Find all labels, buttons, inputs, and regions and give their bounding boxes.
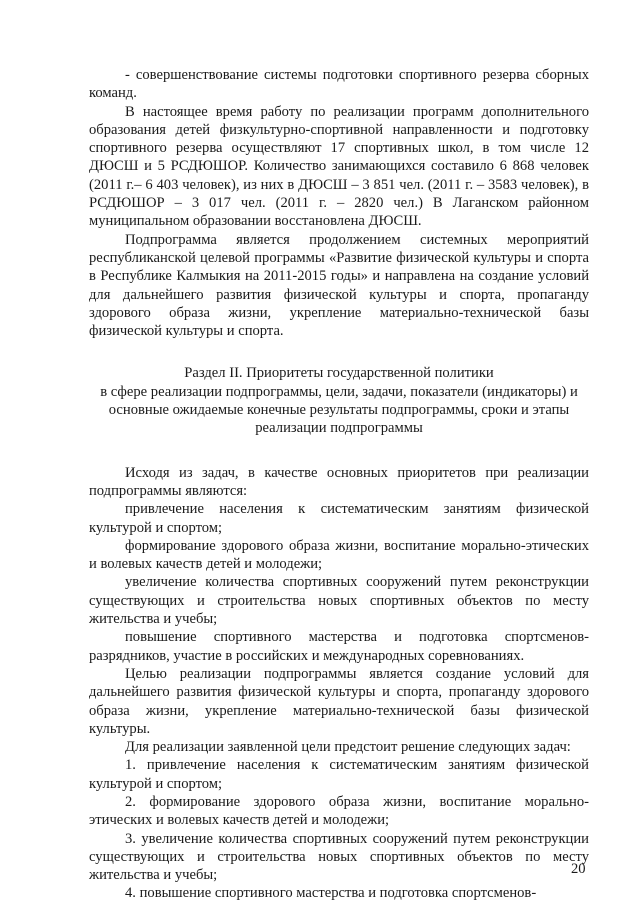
priority-item: увеличение количества спортивных сооружений путем реконструкции существующих и строительства новых спортивных объектов по месту жительства и учебы;	[89, 574, 589, 628]
task-item: 4. повышение спортивного мастерства и подготовка спортсменов-	[125, 885, 537, 902]
paragraph-reserve-improvement: - совершенствование системы подготовки спортивного резерва сборных команд.	[89, 67, 589, 102]
paragraph-priorities-intro: Исходя из задач, в качестве основных приоритетов при реализации подпрограммы являются:	[89, 464, 589, 499]
section-heading-line-2: в сфере реализации подпрограммы, цели, задачи, показатели (индикаторы) и	[100, 383, 578, 400]
intro-section	[89, 66, 589, 340]
section-heading-line-3: основные ожидаемые конечные результаты подпрограммы, сроки и этапы	[108, 402, 570, 419]
priorities-section	[89, 464, 589, 903]
paragraph-subprogram-continuation: Подпрограмма является продолжением системных мероприятий республиканской целевой программы «Развитие физической культуры и спорта в Республике Калмыкия на 2011-2015 годы» и направлена на создание условий для дальнейшего развития физической культуры и спорта, пропаганду здорового образа жизни, укрепление материально-технической базы физической культуры и спорта.	[89, 231, 589, 340]
section-heading	[89, 364, 589, 437]
priority-item: привлечение населения к систематическим занятиям физической культурой и спортом;	[89, 501, 589, 536]
section-heading-line-4: реализации подпрограммы	[255, 420, 423, 437]
paragraph-goal: Целью реализации подпрограммы является создание условий для дальнейшего развития физической культуры и спорта, пропаганду здорового образа жизни, укрепление материально-технической базы физической культуры.	[89, 665, 589, 737]
task-item: 1. привлечение населения к систематическим занятиям физической культурой и спортом;	[89, 757, 589, 792]
section-heading-line-1: Раздел II. Приоритеты государственной политики	[184, 365, 494, 382]
document-page	[89, 66, 589, 903]
task-item: 2. формирование здорового образа жизни, воспитание морально-этических и волевых качеств детей и молодежи;	[89, 793, 589, 829]
priority-item: повышение спортивного мастерства и подготовка спортсменов-разрядников, участие в российских и международных соревнованиях.	[89, 629, 589, 664]
paragraph-sport-schools: В настоящее время работу по реализации программ дополнительного образования детей физкультурно-спортивной направленности и подготовку спортивного резерва осуществляют 17 спортивных школ, в том числе 12 ДЮСШ и 5 РСДЮШОР. Количество занимающихся составило 6 868 человек (2011 г.– 6 403 человек), из них в ДЮСШ – 3 851 чел. (2011 г. – 3583 человек), в РСДЮШОР – 3 017 чел. (2011 г. – 2820 чел.) В Лаганском районном муниципальном образовании восстановлена ДЮСШ.	[89, 103, 589, 230]
paragraph-tasks-intro: Для реализации заявленной цели предстоит решение следующих задач:	[125, 739, 571, 756]
priority-item: формирование здорового образа жизни, воспитание морально-этических и волевых качеств детей и молодежи;	[89, 537, 589, 573]
task-item: 3. увеличение количества спортивных сооружений путем реконструкции существующих и строительства новых спортивных объектов по месту жительства и учебы;	[89, 830, 589, 884]
page-number: 20	[571, 861, 586, 877]
